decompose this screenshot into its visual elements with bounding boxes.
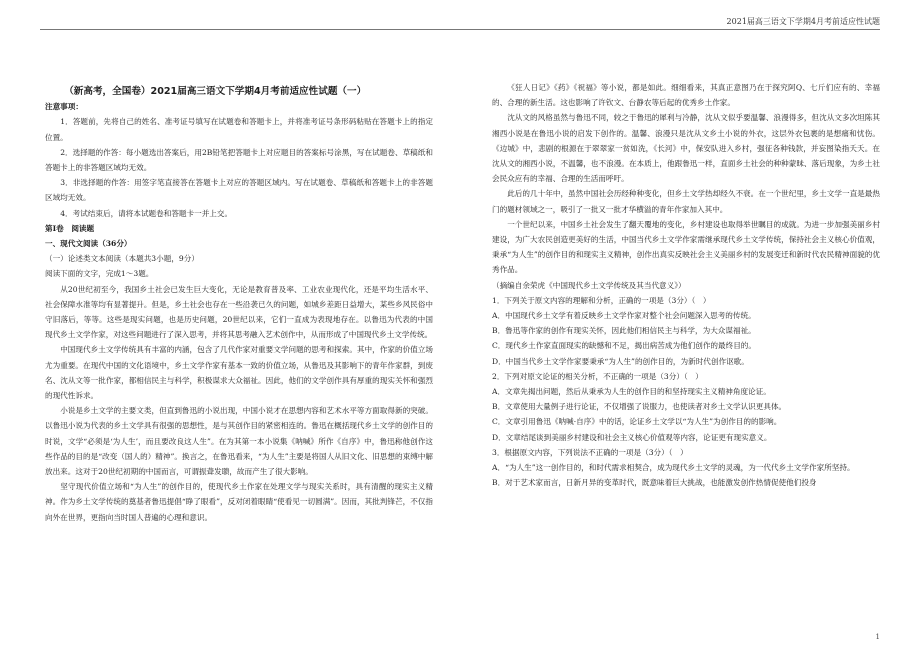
notes-heading: 注意事项：	[45, 102, 83, 112]
note-item: 1．答题前，先将自己的姓名、准考证号填写在试题卷和答题卡上，并将准考证号条形码粘贴在答题卡上的指定位置。	[45, 117, 433, 142]
passage-source: （摘编自余荣虎《中国现代乡土文学传统及其当代意义》）	[492, 280, 686, 290]
right-column	[492, 80, 880, 490]
answer-option: D．中国当代乡土文学作家要秉承“为人生”的创作目的，为新时代创作讴歌。	[492, 356, 749, 366]
question-stem: 3．根据原文内容，下列说法不正确的一项是（3分）（ ）	[492, 447, 688, 457]
passage-paragraph: 小说是乡土文学的主要文类，但直到鲁迅的小说出现，中国小说才在思想内容和艺术水平等方面取得新的突破。以鲁迅小说为代表的乡土文学具有很强的思想性，是与其创作目的紧密相连的。鲁迅在概括现代乡土文学的创作目的时说，文学“必须是‘为人生’，而且要改良这人生”。在为其第一本小说集《呐喊》所作《自序》中，鲁迅称他创作这些作品的目的是“改变（国人的）精神”。换言之，在鲁迅看来，“为人生”主要是将国人从旧文化、旧思想的束缚中解放出来。这对于20世纪初期的中国而言，可谓振聋发聩，故而产生了很大影响。	[45, 406, 433, 477]
passage-paragraph: 一个世纪以来，中国乡土社会发生了翻天覆地的变化，乡村建设也取得举世瞩目的成就。为进一步加强美丽乡村建设，为广大农民创造更美好的生活，中国当代乡土文学作家需继承现代乡土文学传统，保持社会主义核心价值观，秉承“为人生”的创作目的和现实主义精神，创作出真实反映社会主义美丽乡村的发展变迁和新时代农民精神面貌的优秀作品。	[492, 219, 880, 275]
left-column	[45, 84, 433, 525]
passage-paragraph: 《狂人日记》《药》《祝福》等小说，都是如此。细细看来，其真正意图乃在于探究阿Q、七斤们应有的、幸福的、合理的新生活。这也影响了许钦文、台静农等后起的优秀乡土作家。	[492, 83, 880, 108]
section-title: 一、现代文阅读（36分）	[45, 239, 132, 249]
note-item: 2．选择题的作答：每小题选出答案后，用2B铅笔把答题卡上对应题目的答案标号涂黑，写在试题卷、草稿纸和答题卡上的非答题区域均无效。	[45, 147, 433, 173]
answer-option: B．对于艺术家而言，日新月异的变革时代，既意味着巨大挑战，也能激发创作热情促使他们投身	[492, 478, 817, 488]
header-rule	[40, 29, 880, 30]
passage-paragraph: 此后的几十年中，虽然中国社会历经种种变化，但乡土文学热却经久不衰。在一个世纪里，乡土文学一直是最热门的题材领域之一，吸引了一批又一批才华横溢的青年作家加入其中。	[492, 189, 880, 214]
volume-title: 第Ⅰ卷 阅读题	[45, 223, 95, 233]
answer-option: A．文章先揭出问题，然后从秉承为人生的创作目的和坚持现实主义精神角度论证。	[492, 387, 771, 397]
running-header: 2021届高三语文下学期4月考前适应性试题	[726, 17, 880, 26]
answer-option: C．现代乡土作家直面现实的缺憾和不足，揭出病苦成为他们创作的最终目的。	[492, 341, 756, 351]
answer-option: A．中国现代乡土文学有着反映乡土文学作家对整个社会问题深入思考的传统。	[492, 311, 756, 321]
passage-paragraph: 坚守现代价值立场和“为人生”的创作目的，使现代乡土作家在处理文学与现实关系时，具有清醒的现实主义精神。作为乡土文学传统的奠基者鲁迅提倡“睁了眼看”，反对闭着眼睛“使看见一切圆满”。因而，其批判锋芒，不仅指向外在世界，更指向当时国人普遍的心理和意识。	[45, 482, 433, 522]
passage-paragraph: 从20世纪初至今，我国乡土社会已发生巨大变化，无论是教育普及率、工业农业现代化，还是平均生活水平、社会保障水准等均有显著提升。但是，乡土社会也存在一些沿袭已久的问题，如城乡差距日益增大，某些乡风民俗中守旧落后，等等。这些是现实问题，也是历史问题，20世纪以来，它们一直成为表现地存在。以鲁迅为代表的中国现代乡土文学作家，对这些问题进行了深入思考，并将其思考融入艺术创作中，从而形成了中国现代乡土文学传统。	[45, 284, 433, 340]
passage-paragraph: 沈从文的风格虽然与鲁迅不同，较之于鲁迅的犀利与冷静，沈从文似乎要温馨、浪漫得多，但沈从文多次坦陈其湘西小说是在鲁迅小说的启发下创作的。温馨、浪漫只是沈从文乡土小说的外衣，这层外衣包裹的是想痛和忧伤。《边城》中，悲剧的根源在于翠翠家一贫如洗，《长河》中，保安队进入乡村，强征各种钱款，并妄图染指夭夭。在沈从文的湘西小说，不温馨，也不浪漫。在本质上，他跟鲁迅一样，直面乡土社会的种种蒙昧、落后现象，为乡土社会民众应有的幸福、合理的生活而呼吁。	[492, 113, 880, 184]
question-stem: 1．下列关于原文内容的理解和分析，正确的一项是（3分）（ ）	[492, 295, 711, 305]
passage-paragraph: 中国现代乡土文学传统具有丰富的内涵，包含了几代作家对重要文学问题的思考和探索。其中，作家的价值立场尤为重要。在现代中国的文化语境中，乡土文学作家有基本一致的价值立场，从鲁迅及其影响下的青年作家群，到废名、沈从文等一批作家，都相信民主与科学，积极谋求大众福祉。因此，他们的文学创作具有厚重的现实关怀和强烈的现代性诉求。	[45, 345, 433, 401]
answer-option: B．鲁迅等作家的创作有现实关怀，因此他们相信民主与科学，为大众谋福祉。	[492, 326, 756, 336]
subsection-title: （一）论述类文本阅读（本题共3小题，9分）	[45, 254, 199, 264]
question-stem: 2．下列对原文论证的相关分析，不正确的一项是（3分）（ ）	[492, 371, 703, 381]
reading-instruction: 阅读下面的文字，完成1～3题。	[45, 269, 154, 279]
answer-option: D．文章结尾谈到美丽乡村建设和社会主义核心价值观等内容，论证更有现实意义。	[492, 432, 772, 442]
page-number: 1	[875, 633, 880, 641]
answer-option: B．文章使用大量例子进行论证，不仅增强了说服力，也使读者对乡土文学认识更具体。	[492, 402, 787, 412]
answer-option: A．“为人生”这一创作目的，和时代需求相契合，成为现代乡土文学的灵魂，为一代代乡土文学作家所坚持。	[492, 463, 855, 473]
note-item: 4．考试结束后，请将本试题卷和答题卡一并上交。	[60, 208, 233, 218]
note-item: 3．非选择题的作答：用签字笔直接答在答题卡上对应的答题区域内。写在试题卷、草稿纸和答题卡上的非答题区域均无效。	[45, 178, 433, 203]
answer-option: C．文章引用鲁迅《呐喊·自序》中的话，论证乡土文学以“为人生”为创作目的的影响。	[492, 417, 782, 427]
exam-title: （新高考，全国卷）2021届高三语文下学期4月考前适应性试题（一）	[64, 86, 367, 97]
